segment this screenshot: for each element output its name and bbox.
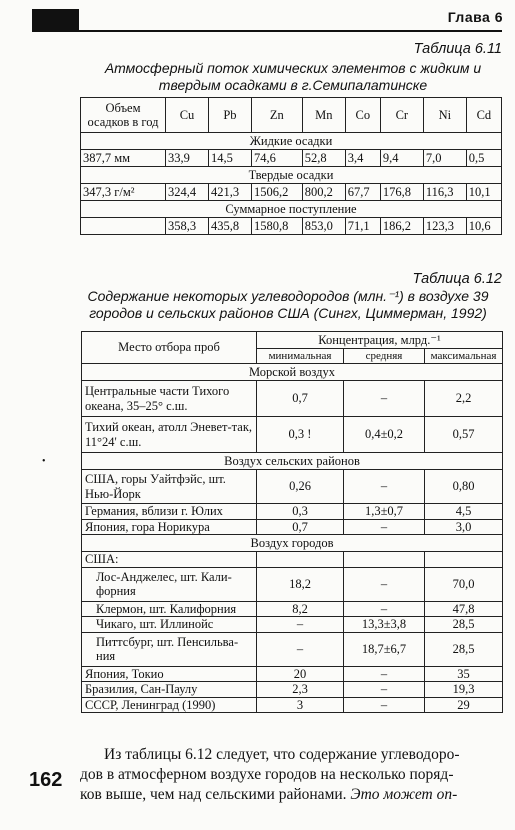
table2-section-rural: Воздух сельских районов [82,453,503,470]
table2-min: 3 [257,697,344,713]
table1-head-cell: Cu [166,98,209,133]
chapter-title: Глава 6 [447,9,503,25]
table1-head-cell: Pb [208,98,251,133]
table1-cell: 0,5 [466,150,501,167]
table2-mid: – [344,470,425,504]
table2-max: 4,5 [425,504,503,520]
table1-cell: 421,3 [208,184,251,201]
header-rule [32,30,502,32]
table-row [81,184,502,201]
table1-cell: 123,3 [423,218,466,235]
table2-max: 47,8 [425,601,503,617]
table2-place: Питтсбург, шт. Пенсильва-ния [82,632,257,666]
table1-cell: 7,0 [423,150,466,167]
table2-section-city: Воздух городов [82,535,503,552]
table1-cell: 14,5 [208,150,251,167]
table2 [81,331,503,713]
paragraph-text: ков выше, чем над сельскими районами. [80,786,351,803]
table2-mid: – [344,666,425,682]
table-row [81,150,502,167]
paragraph-line: дов в атмосферном воздухе городов на несколько поряд- [80,766,454,783]
table2-place: Япония, гора Норикура [82,519,257,535]
table2-caption: Таблица 6.12 [412,271,502,287]
table1-cell: 176,8 [380,184,423,201]
table1-section-label: Твердые осадки [81,167,502,184]
table2-min: 0,7 [257,519,344,535]
table2-min: 18,2 [257,567,344,601]
table1-head-cell: Mn [302,98,345,133]
table2-header-row [82,332,503,349]
table1-cell: 324,4 [166,184,209,201]
table2-title: Содержание некоторых углеводородов (млн.⁻¹) в воздухе 39 городов и сельских районов США (Сингх, Циммерман, 1992) [87,288,489,321]
table1-cell: 10,1 [466,184,501,201]
table1-header-row [81,98,502,133]
table1-head-cell: Cr [380,98,423,133]
table1-cell: 33,9 [166,150,209,167]
table2-max: 70,0 [425,567,503,601]
margin-dot: • [42,456,46,467]
table-row [82,504,503,520]
table2-mid: – [344,697,425,713]
table2-head-mid: средняя [344,349,425,364]
table1-cell: 52,8 [302,150,345,167]
table1-title: Атмосферный поток химических элементов с жидким и твердым осадками в г.Семипалатинске [104,60,482,93]
table2-min: 0,7 [257,381,344,417]
table-row [82,381,503,417]
table1-head-cell: Объем осадков в год [81,98,166,133]
table2-min: – [257,632,344,666]
table2-mid: – [344,601,425,617]
table2-place: Бразилия, Сан-Паулу [82,682,257,698]
paragraph-line: Из таблицы 6.12 следует, что содержание углеводоро- [104,746,460,763]
table2-max: 28,5 [425,617,503,633]
table2-place: СССР, Ленинград (1990) [82,697,257,713]
table1-cell: 435,8 [208,218,251,235]
header-black-block [32,9,79,31]
table2-place: Центральные части Тихого океана, 35–25° с.ш. [82,381,257,417]
table1-head-cell: Zn [251,98,302,133]
table1-head-cell: Cd [466,98,501,133]
table2-max: 0,57 [425,417,503,453]
page-number: 162 [29,769,63,791]
table1-cell: 10,6 [466,218,501,235]
table2-min: 0,3 ! [257,417,344,453]
table-row [82,567,503,601]
table2-place: Германия, вблизи г. Юлих [82,504,257,520]
table2-head-max: максимальная [425,349,503,364]
table2-mid: – [344,381,425,417]
table2-place: Лос-Анджелес, шт. Кали-форния [82,567,257,601]
table2-max: 29 [425,697,503,713]
table2-place: США, горы Уайтфэйс, шт. Нью-Йорк [82,470,257,504]
table2-min: 0,3 [257,504,344,520]
table1-section-label: Суммарное поступление [81,201,502,218]
table-row [82,682,503,698]
table1-cell: 358,3 [166,218,209,235]
table1 [80,97,502,235]
table-row [82,617,503,633]
table-row [82,470,503,504]
table1-cell: 1506,2 [251,184,302,201]
table2-max: 3,0 [425,519,503,535]
table2-mid: – [344,519,425,535]
table2-min: – [257,617,344,633]
table2-max: 35 [425,666,503,682]
table1-caption: Таблица 6.11 [413,41,502,57]
table2-min: 20 [257,666,344,682]
table2-head-min: минимальная [257,349,344,364]
table2-usa-label: США: [82,552,257,568]
table1-cell [81,218,166,235]
table2-place: Чикаго, шт. Иллинойс [82,617,257,633]
table2-max: 2,2 [425,381,503,417]
table-row [81,218,502,235]
table2-max: 28,5 [425,632,503,666]
table1-cell: 116,3 [423,184,466,201]
table1-cell: 3,4 [345,150,380,167]
table1-cell: 800,2 [302,184,345,201]
table1-cell: 74,6 [251,150,302,167]
table2-mid: 1,3±0,7 [344,504,425,520]
table1-cell: 186,2 [380,218,423,235]
table2-mid: 13,3±3,8 [344,617,425,633]
table2-max: 0,80 [425,470,503,504]
table-row [82,417,503,453]
table1-cell: 67,7 [345,184,380,201]
table2-max: 19,3 [425,682,503,698]
table1-head-cell: Co [345,98,380,133]
table1-cell: 853,0 [302,218,345,235]
paragraph-line [80,785,504,805]
table1-section-label: Жидкие осадки [81,133,502,150]
table-row [82,666,503,682]
table2-place: Тихий океан, атолл Эневет-так, 11°24' с.ш. [82,417,257,453]
table2-min: 8,2 [257,601,344,617]
table-row [82,632,503,666]
table2-mid: 18,7±6,7 [344,632,425,666]
table-row [82,552,503,568]
table1-cell: 347,3 г/м² [81,184,166,201]
table-row [82,519,503,535]
table1-cell: 71,1 [345,218,380,235]
table2-min: 2,3 [257,682,344,698]
table2-mid: 0,4±0,2 [344,417,425,453]
table1-head-cell: Ni [423,98,466,133]
table2-mid: – [344,567,425,601]
table1-cell: 1580,8 [251,218,302,235]
table2-place: Япония, Токио [82,666,257,682]
table2-mid: – [344,682,425,698]
table-row [82,601,503,617]
table2-section-sea: Морской воздух [82,364,503,381]
paragraph-italic-text: Это может оп- [350,786,458,803]
table2-head-place: Место отбора проб [82,332,257,364]
table2-place: Клермон, шт. Калифорния [82,601,257,617]
table2-head-concentration: Концентрация, млрд.⁻¹ [257,332,503,349]
table2-min: 0,26 [257,470,344,504]
table1-cell: 9,4 [380,150,423,167]
table-row [82,697,503,713]
table1-cell: 387,7 мм [81,150,166,167]
